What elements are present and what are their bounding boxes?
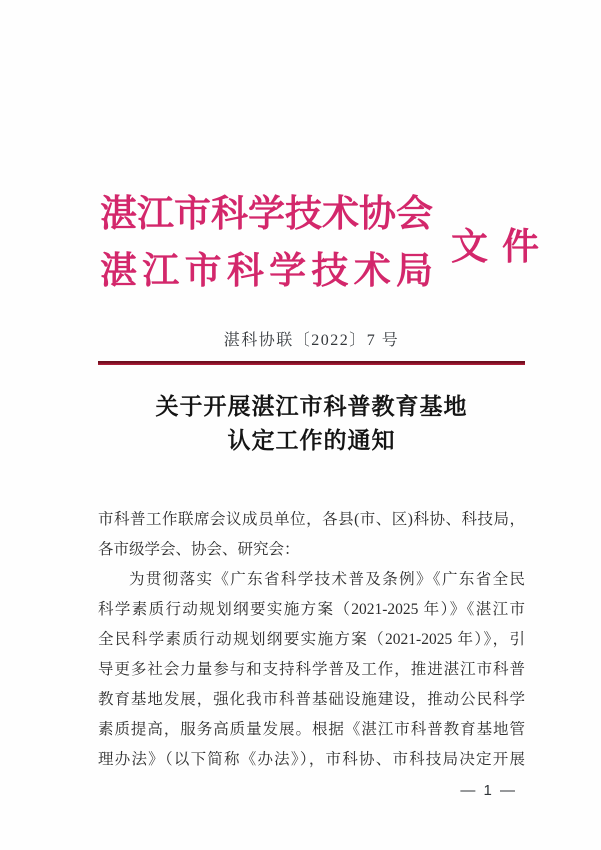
body-line: 导更多社会力量参与和支持科学普及工作，推进湛江市科普	[98, 661, 525, 678]
document-content	[98, 327, 525, 775]
body-line: 理办法》（以下简称《办法》），市科协、市科技局决定开展	[98, 751, 525, 768]
body-line: 各市级学会、协会、研究会：	[98, 541, 300, 558]
document-type-label: 文件	[451, 227, 553, 268]
body-line: 素质提高，服务高质量发展。根据《湛江市科普教育基地管	[98, 721, 525, 738]
document-body	[98, 505, 525, 775]
org-name-line1: 湛江市科学技术协会	[100, 194, 433, 235]
red-divider-line	[98, 361, 525, 365]
document-title-line2: 认定工作的通知	[227, 428, 396, 453]
body-line: 为贯彻落实《广东省科学技术普及条例》《广东省全民	[129, 571, 525, 588]
org-name-line2: 湛江市科学技术局	[100, 251, 433, 292]
page-number: — 1 —	[460, 782, 517, 799]
body-line: 科学素质行动规划纲要实施方案（2021-2025 年）》《湛江市	[98, 601, 525, 618]
body-line: 全民科学素质行动规划纲要实施方案（2021-2025 年）》，引	[98, 631, 525, 648]
body-line: 教育基地发展，强化我市科普基础设施建设，推动公民科学	[98, 691, 525, 708]
red-letterhead	[100, 0, 553, 300]
body-line: 市科普工作联席会议成员单位，各县(市、区)科协、科技局，	[98, 511, 525, 528]
document-title	[98, 390, 525, 458]
document-title-line1: 关于开展湛江市科普教育基地	[155, 394, 468, 419]
issuing-org-names	[100, 186, 433, 300]
document-number: 湛科协联〔2022〕7 号	[223, 332, 400, 349]
